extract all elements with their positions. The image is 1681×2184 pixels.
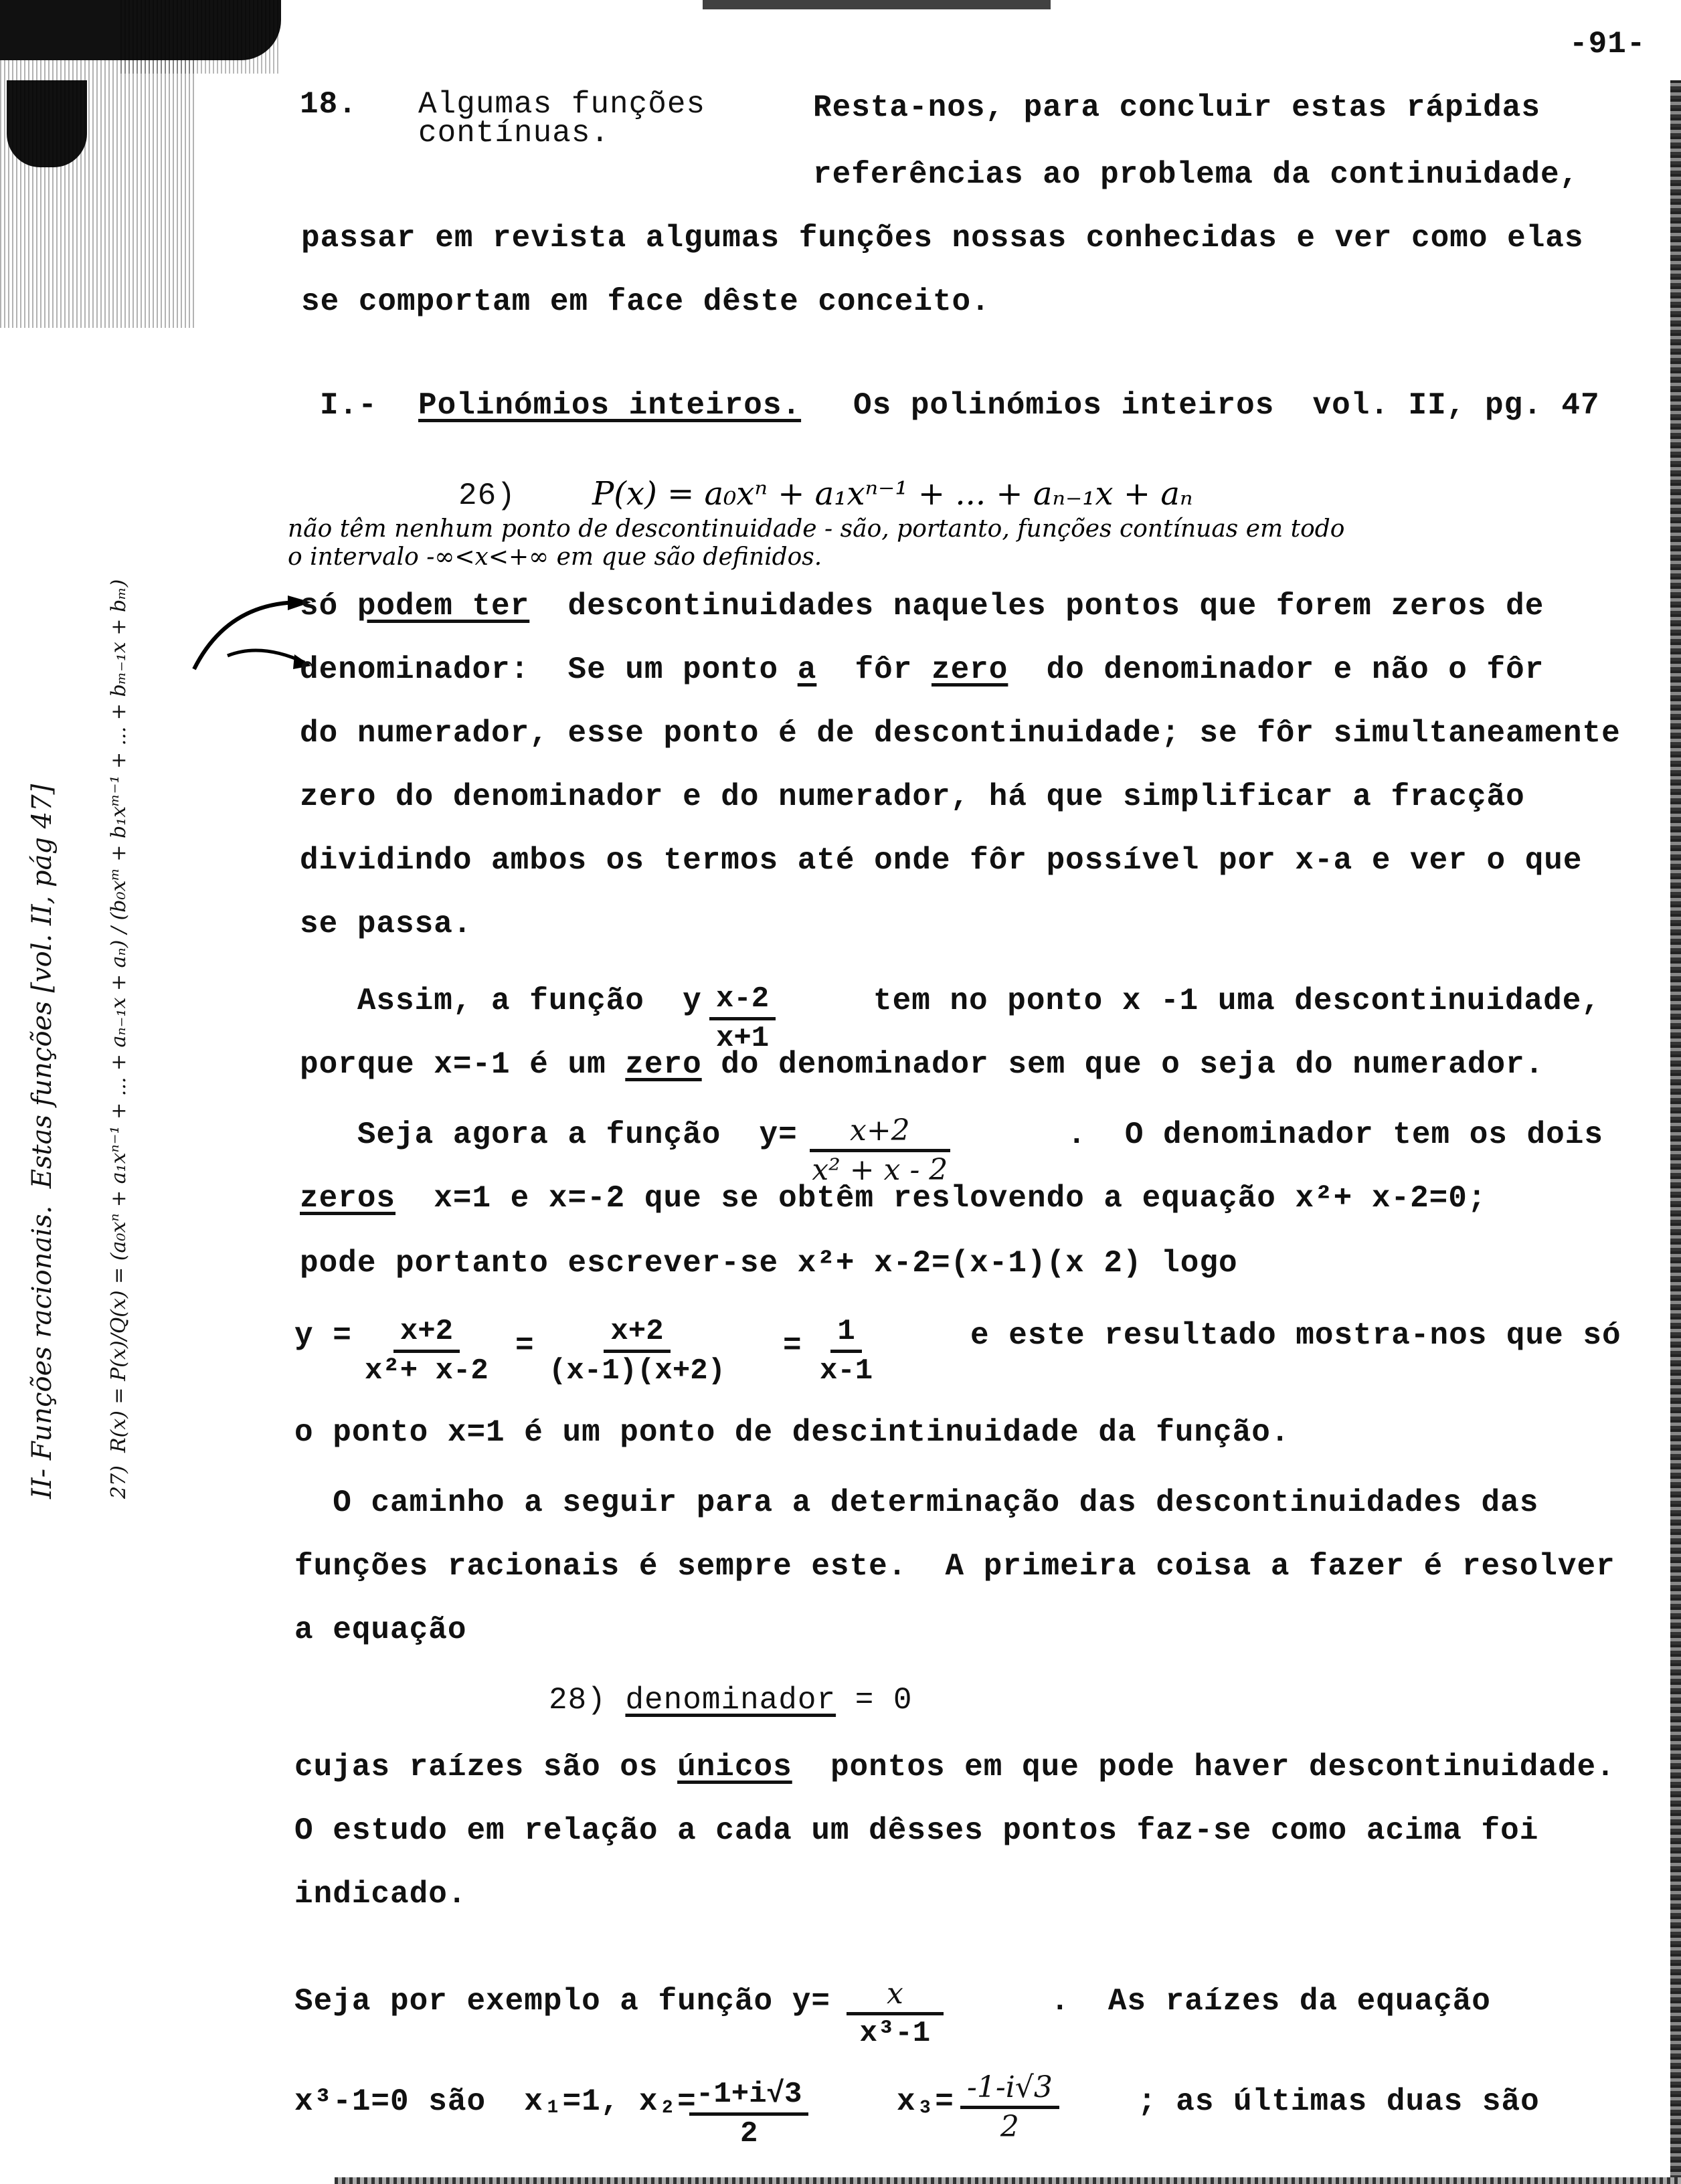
scan-noise-top <box>120 0 281 74</box>
p2-line1-a: Assim, a função y <box>300 984 702 1018</box>
numerator: x+2 <box>393 1315 460 1353</box>
p2-line2 <box>300 1047 1544 1082</box>
p1-line3: do numerador, esse ponto é de descontinuidade; se fôr simultaneamente <box>300 716 1621 751</box>
numerator: x+2 <box>810 1114 950 1152</box>
scan-blotch-top-mid <box>703 0 1051 9</box>
p7-line1-b: . As raízes da equação <box>1051 1984 1491 2019</box>
denominator: 2 <box>1000 2110 1019 2144</box>
p1-line6: se passa. <box>300 907 472 941</box>
p4-line1: o ponto x=1 é um ponto de descintinuidade da função. <box>294 1415 1290 1450</box>
numerator: x-2 <box>709 982 776 1020</box>
denominator: x-1 <box>820 1354 873 1388</box>
intro-line-2: referências ao problema da continuidade, <box>813 157 1579 192</box>
underlined-text: zero <box>931 652 1008 687</box>
denominator: x³-1 <box>859 2017 931 2050</box>
underlined-text: podem ter <box>357 589 530 624</box>
equation-26-label: 26) <box>458 478 516 513</box>
underlined-text: denominador <box>625 1683 836 1718</box>
text: x=1 e x=-2 que se obtêm reslovendo a equação x²+ x-2=0; <box>395 1181 1487 1216</box>
eq-fraction-1 <box>365 1315 489 1388</box>
equation-label: 28) <box>549 1683 606 1718</box>
eq-fraction-3 <box>820 1315 873 1388</box>
root-x3-fraction <box>960 2071 1059 2144</box>
handwritten-note-line2: o intervalo -∞<x<+∞ em que são definidos. <box>288 543 822 571</box>
section-number: 18. <box>300 87 357 122</box>
text: denominador: Se um ponto <box>300 652 798 687</box>
intro-line-3: passar em revista algumas funções nossas conhecidas e ver como elas <box>301 221 1584 256</box>
numerator: -1+i√3 <box>689 2078 808 2116</box>
eq-equals-2: = <box>783 1328 802 1363</box>
p3-line3: pode portanto escrever-se x²+ x-2=(x-1)(x 2) logo <box>300 1246 1238 1281</box>
denominator: (x-1)(x+2) <box>549 1354 726 1388</box>
section-title-line2: contínuas. <box>418 116 610 151</box>
subsection-1-text: Os polinómios inteiros vol. II, pg. 47 <box>853 388 1600 423</box>
fraction-x-over-x3-1 <box>847 1977 944 2050</box>
p7-line2-b: x₃= <box>897 2084 954 2119</box>
text: do denominador sem que o seja do numerador. <box>701 1047 1544 1082</box>
underlined-text: zero <box>625 1047 702 1082</box>
p1-line2 <box>300 652 1544 687</box>
equation-28 <box>549 1683 913 1718</box>
numerator: -1-i√3 <box>960 2071 1059 2109</box>
underlined-text: a <box>797 652 817 687</box>
text: do denominador e não o fôr <box>1008 652 1544 687</box>
denominator: x+1 <box>716 1022 770 1055</box>
equation-26-formula: P(x) = a₀xⁿ + a₁xⁿ⁻¹ + ... + aₙ₋₁x + aₙ <box>592 475 1193 513</box>
p7-line1-a: Seja por exemplo a função y= <box>294 1984 830 2019</box>
text: pontos em que pode haver descontinuidade. <box>792 1750 1615 1785</box>
numerator: 1 <box>830 1315 861 1353</box>
underlined-text: zeros <box>300 1181 396 1216</box>
eq-y-prefix: y = <box>294 1318 352 1353</box>
margin-equation-27: 27) R(x) = P(x)/Q(x) = (a₀xⁿ + a₁xⁿ⁻¹ + ... + aₙ₋₁x + aₙ) / (b₀xᵐ + b₁xᵐ⁻¹ + ... + bₘ₋₁x + bₘ) <box>107 579 130 1499</box>
denominator: 2 <box>740 2117 758 2151</box>
text: descontinuidades naqueles pontos que forem zeros de <box>529 589 1544 624</box>
p1-line1 <box>300 589 1544 624</box>
scan-noise-left <box>0 60 194 328</box>
p5-line2: funções racionais é sempre este. A primeira coisa a fazer é resolver <box>294 1549 1615 1584</box>
intro-line-4: se comportam em face dêste conceito. <box>301 284 990 319</box>
margin-note-rational-functions: II- Funções racionais. Estas funções [vol. II, pág 47] <box>27 784 58 1499</box>
text: fôr <box>816 652 932 687</box>
text: só <box>300 589 357 624</box>
fraction-x-2-over-x+1 <box>709 982 776 1055</box>
p6-line3: indicado. <box>294 1877 467 1912</box>
denominator: x²+ x-2 <box>365 1354 489 1388</box>
eq-equals-1: = <box>515 1328 535 1363</box>
intro-line-1: Resta-nos, para concluir estas rápidas <box>813 90 1540 125</box>
eq-result-text: e este resultado mostra-nos que só <box>970 1318 1621 1353</box>
eq-fraction-2 <box>549 1315 725 1388</box>
fraction-x+2-over-quadratic <box>810 1114 950 1187</box>
text: cujas raízes são os <box>294 1750 678 1785</box>
text: porque x=-1 é um <box>300 1047 626 1082</box>
p3-line1-b: . O denominador tem os dois <box>1067 1117 1603 1152</box>
p7-line2-a: x³-1=0 são x₁=1, x₂= <box>294 2084 697 2119</box>
subsection-1-number: I.- <box>320 388 377 423</box>
p2-line1-b: tem no ponto x -1 uma descontinuidade, <box>873 984 1601 1018</box>
page-bottom-edge <box>335 2177 1681 2184</box>
p3-line2 <box>300 1181 1487 1216</box>
page-number: -91- <box>1569 27 1646 62</box>
p6-line2: O estudo em relação a cada um dêsses pontos faz-se como acima foi <box>294 1813 1539 1848</box>
numerator: x <box>847 1977 944 2015</box>
underlined-text: únicos <box>677 1750 792 1785</box>
denominator: x² + x - 2 <box>812 1153 948 1187</box>
p1-line4: zero do denominador e do numerador, há que simplificar a fracção <box>300 780 1525 814</box>
p6-line1 <box>294 1750 1615 1785</box>
root-x2-fraction <box>689 2078 808 2151</box>
p5-line3: a equação <box>294 1613 467 1647</box>
page-right-edge <box>1670 80 1681 2181</box>
section-title-line1: Algumas funções <box>418 87 706 122</box>
text: = 0 <box>836 1683 913 1718</box>
p7-line2-c: ; as últimas duas são <box>1138 2084 1540 2119</box>
subsection-1-title: Polinómios inteiros. <box>418 388 802 423</box>
p3-line1-a: Seja agora a função y= <box>300 1117 798 1152</box>
handwritten-note-line1: não têm nenhum ponto de descontinuidade - são, portanto, funções contínuas em todo <box>288 515 1345 543</box>
p1-line5: dividindo ambos os termos até onde fôr possível por x-a e ver o que <box>300 843 1583 878</box>
p5-line1: O caminho a seguir para a determinação das descontinuidades das <box>294 1485 1539 1520</box>
numerator: x+2 <box>604 1315 670 1353</box>
